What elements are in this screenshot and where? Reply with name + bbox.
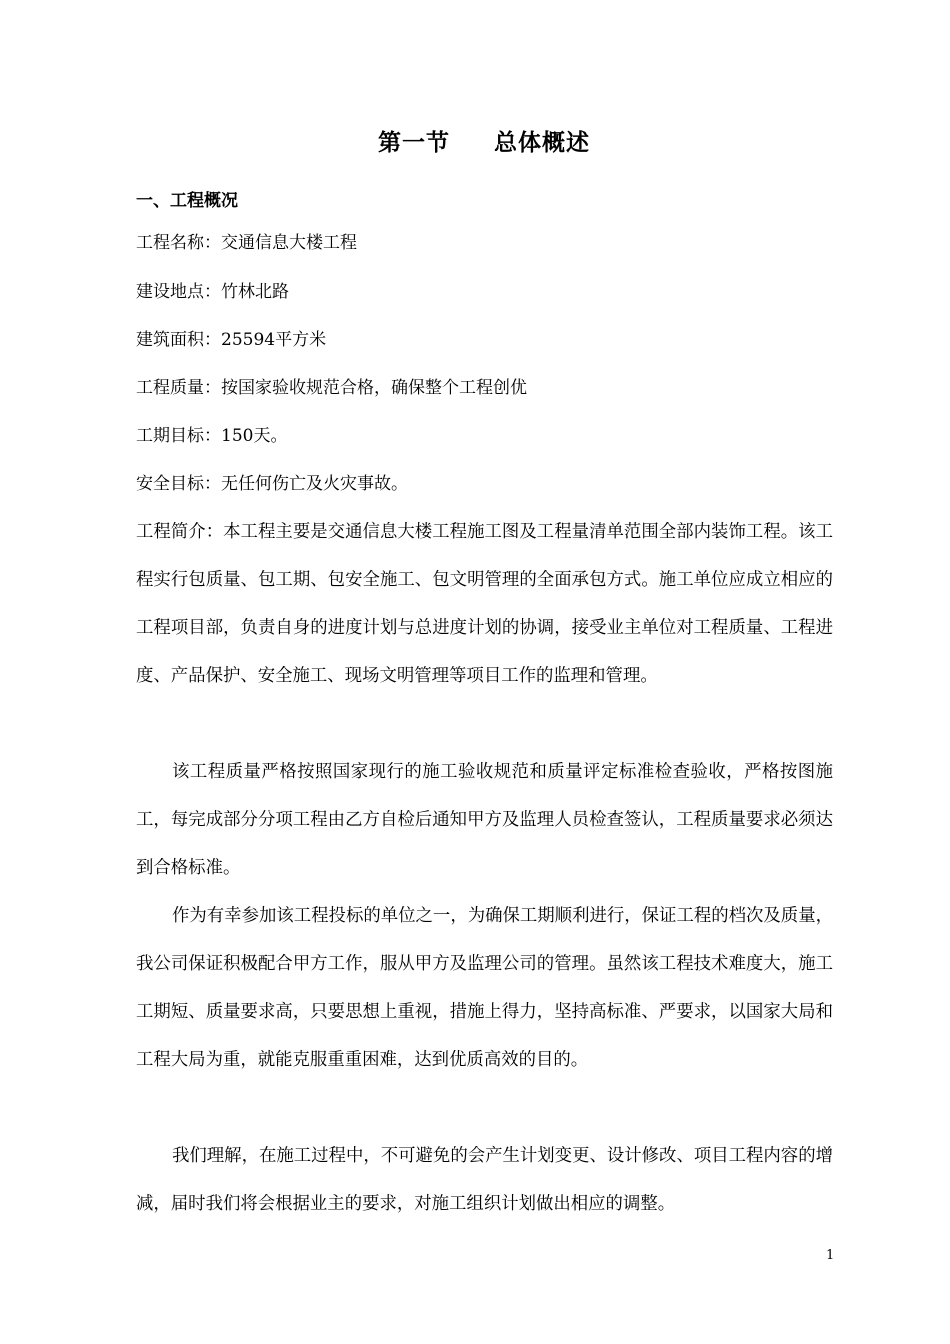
title-section-number: 第一节 [378,129,450,156]
page-title [0,124,950,157]
title-section-name: 总体概述 [494,129,590,156]
paragraph-quality-standard: 该工程质量严格按照国家现行的施工验收规范和质量评定标准检查验收，严格按图施工，每完成部分分项工程由乙方自检后通知甲方及监理人员检查签认，工程质量要求必须达到合格标准。 [136,762,833,878]
field-floor-area: 建筑面积：25594平方米 [136,330,327,350]
paragraph-plan-adjustment: 我们理解，在施工过程中，不可避免的会产生计划变更、设计修改、项目工程内容的增减，届时我们将会根据业主的要求，对施工组织计划做出相应的调整。 [136,1146,833,1214]
field-project-name: 工程名称：交通信息大楼工程 [136,233,357,253]
field-location: 建设地点：竹林北路 [136,282,289,302]
page-number: 1 [826,1248,835,1263]
field-schedule: 工期目标：150天。 [136,426,288,446]
paragraph-commitment: 作为有幸参加该工程投标的单位之一，为确保工期顺利进行，保证工程的档次及质量，我公司保证积极配合甲方工作，服从甲方及监理公司的管理。虽然该工程技术难度大，施工工期短、质量要求高，只要思想上重视，措施上得力，坚持高标准、严要求，以国家大局和工程大局为重，就能克服重重困难，达到优质高效的目的。 [136,906,833,1070]
field-quality: 工程质量：按国家验收规范合格，确保整个工程创优 [136,378,527,398]
paragraph-project-intro: 工程简介：本工程主要是交通信息大楼工程施工图及工程量清单范围全部内装饰工程。该工程实行包质量、包工期、包安全施工、包文明管理的全面承包方式。施工单位应成立相应的工程项目部，负责自身的进度计划与总进度计划的协调，接受业主单位对工程质量、工程进度、产品保护、安全施工、现场文明管理等项目工作的监理和管理。 [136,522,833,686]
section-heading: 一、工程概况 [136,191,238,211]
field-safety: 安全目标：无任何伤亡及火灾事故。 [136,474,408,494]
